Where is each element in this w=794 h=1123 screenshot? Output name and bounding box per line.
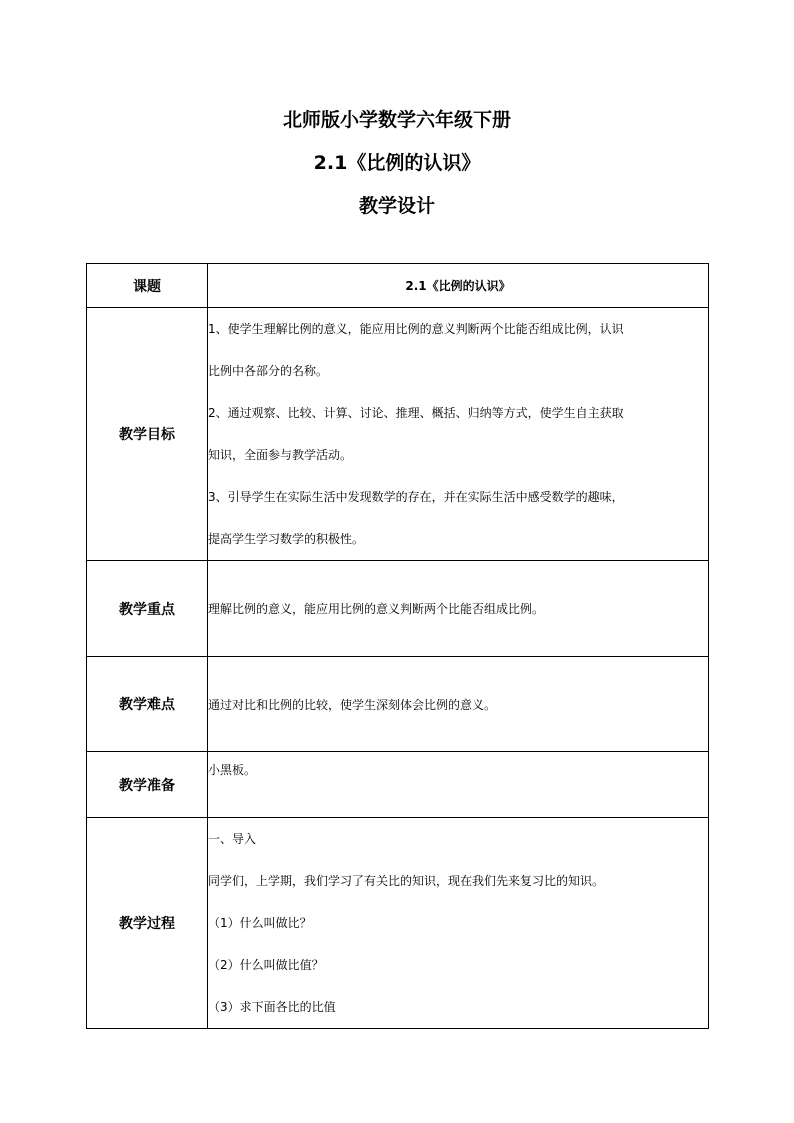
lesson-plan-table xyxy=(86,263,709,1029)
row-goals xyxy=(87,308,709,561)
difficulty-text: 通过对比和比例的比较，使学生深刻体会比例的意义。 xyxy=(208,657,709,752)
key-point-label: 教学重点 xyxy=(87,561,208,657)
process-content xyxy=(208,818,709,1029)
difficulty-label: 教学难点 xyxy=(87,657,208,752)
goals-content xyxy=(208,308,709,561)
goals-line: 比例中各部分的名称。 xyxy=(208,364,329,378)
row-preparation xyxy=(87,752,709,818)
preparation-content xyxy=(208,752,709,818)
row-process xyxy=(87,818,709,1029)
goals-line: 2、通过观察、比较、计算、讨论、推理、概括、归纳等方式，使学生自主获取 xyxy=(208,406,624,420)
document-title: 北师版小学数学六年级下册 xyxy=(282,109,511,131)
row-key-point xyxy=(87,561,709,657)
row-topic xyxy=(87,264,709,308)
process-label: 教学过程 xyxy=(87,818,208,1029)
goals-line: 知识，全面参与教学活动。 xyxy=(208,448,353,462)
goals-line: 3、引导学生在实际生活中发现数学的存在，并在实际生活中感受数学的趣味， xyxy=(208,490,624,504)
preparation-text: 小黑板。 xyxy=(208,763,257,777)
process-line: （3）求下面各比的比值 xyxy=(208,1000,336,1014)
topic-value: 2.1《比例的认识》 xyxy=(208,264,709,308)
preparation-label: 教学准备 xyxy=(87,752,208,818)
process-line: （1）什么叫做比？ xyxy=(208,916,312,930)
process-line: 一、导入 xyxy=(208,832,257,846)
process-line: （2）什么叫做比值？ xyxy=(208,958,324,972)
key-point-text: 理解比例的意义，能应用比例的意义判断两个比能否组成比例。 xyxy=(208,561,709,657)
process-line: 同学们，上学期，我们学习了有关比的知识，现在我们先来复习比的知识。 xyxy=(208,874,605,888)
goals-line: 提高学生学习数学的积极性。 xyxy=(208,532,365,546)
goals-line: 1、使学生理解比例的意义，能应用比例的意义判断两个比能否组成比例，认识 xyxy=(208,322,624,336)
lesson-title: 2.1《比例的认识》 xyxy=(313,152,481,174)
document-subtitle: 教学设计 xyxy=(358,195,435,217)
row-difficulty xyxy=(87,657,709,752)
topic-label: 课题 xyxy=(87,264,208,308)
goals-label: 教学目标 xyxy=(87,308,208,561)
